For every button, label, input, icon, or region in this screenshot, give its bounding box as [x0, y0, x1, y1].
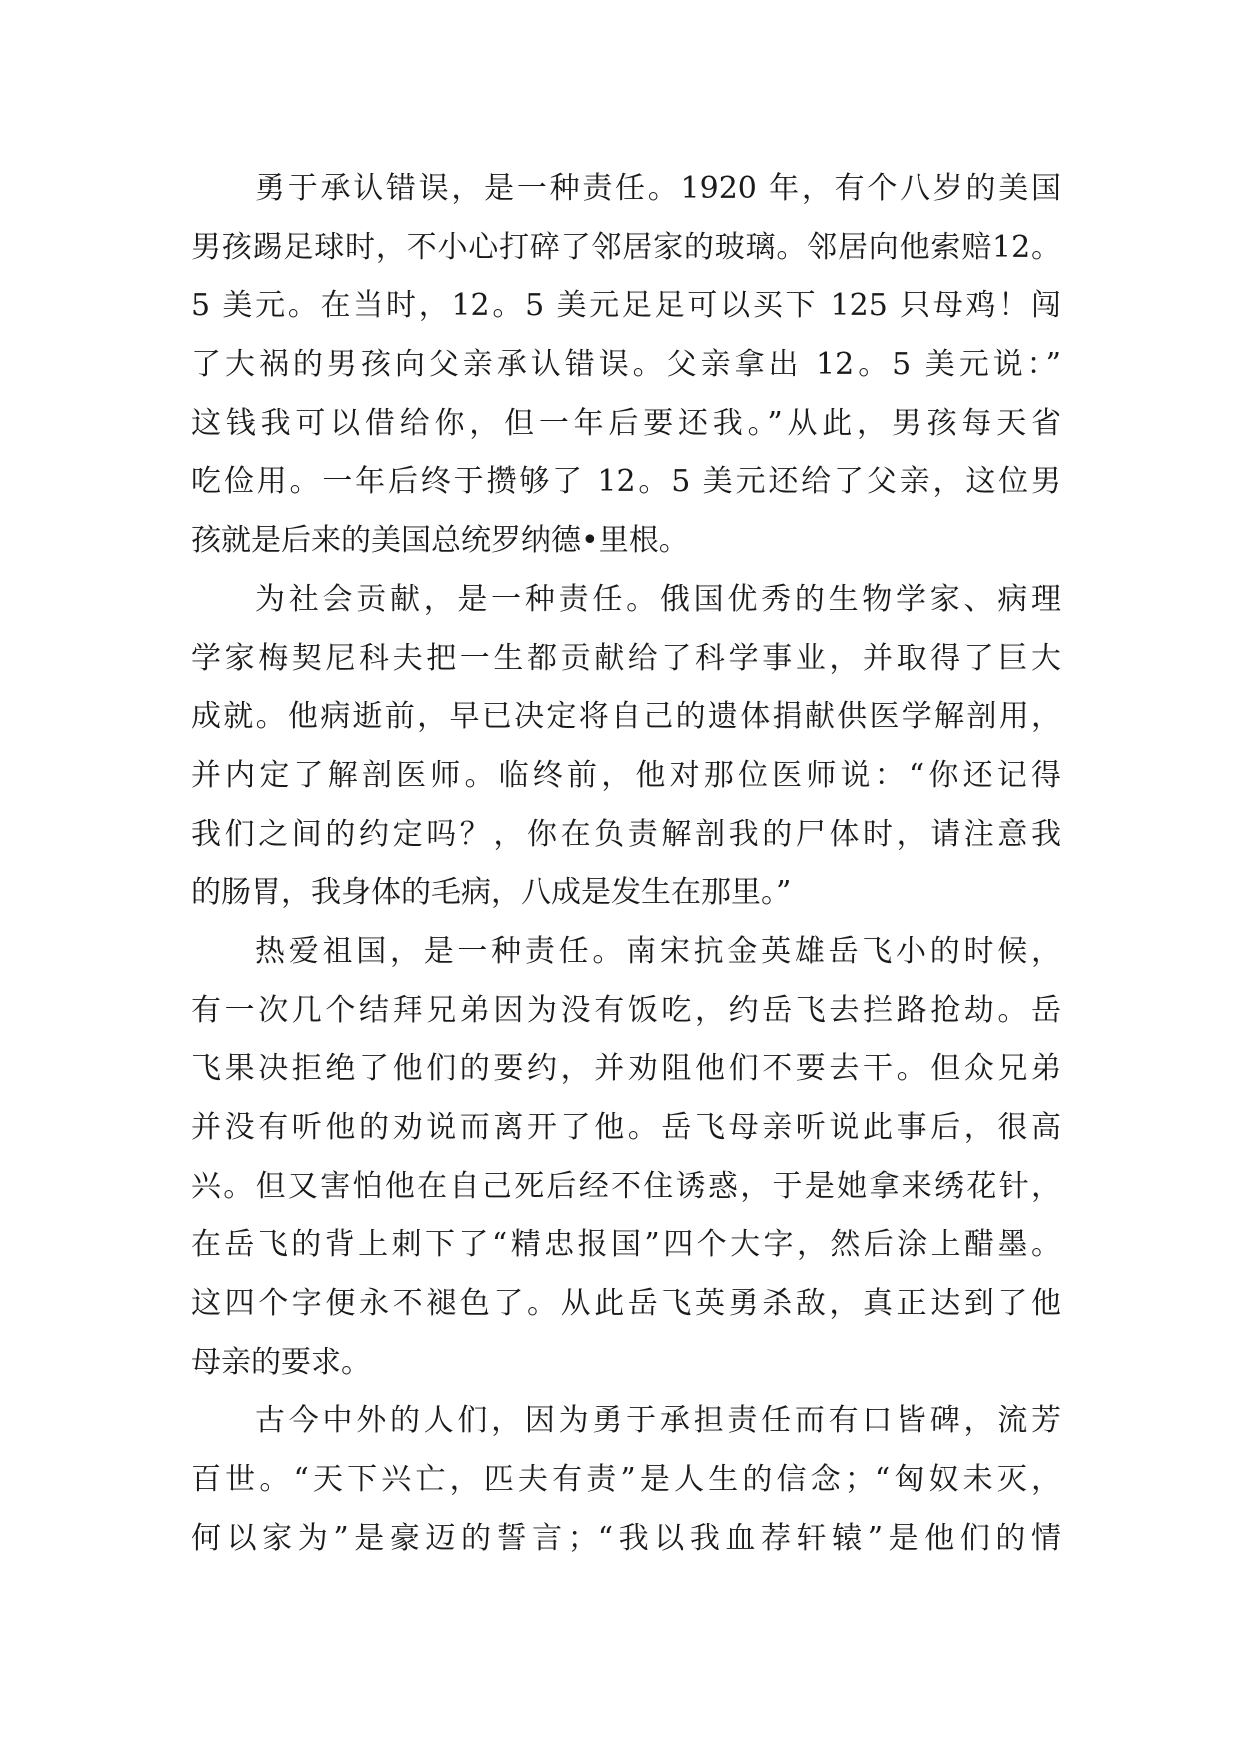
text-line: 并没有听他的劝说而离开了他。岳飞母亲听说此事后，很高: [191, 1110, 1061, 1145]
text-line: 这钱我可以借给你，但一年后要还我。”从此，男孩每天省: [191, 405, 1061, 441]
paragraph: [191, 160, 1061, 571]
text-line: 为社会贡献，是一种责任。俄国优秀的生物学家、病理: [255, 581, 1061, 617]
text-line: 学家梅契尼科夫把一生都贡献给了科学事业，并取得了巨大: [191, 640, 1061, 676]
text-line: 古今中外的人们，因为勇于承担责任而有口皆碑，流芳: [255, 1403, 1061, 1439]
text-line: 孩就是后来的美国总统罗纳德•里根。: [191, 523, 689, 559]
text-line: 男孩踢足球时，不小心打碎了邻居家的玻璃。邻居向他索赔12。: [191, 229, 1061, 265]
text-line: 有一次几个结拜兄弟因为没有饭吃，约岳飞去拦路抢劫。岳: [191, 992, 1061, 1028]
document-body: [191, 160, 1061, 1569]
paragraph: [191, 1392, 1061, 1568]
text-line: 飞果决拒绝了他们的要约，并劝阻他们不要去干。但众兄弟: [191, 1051, 1061, 1087]
text-line: 成就。他病逝前，早已决定将自己的遗体捐献供医学解剖用，: [191, 699, 1061, 735]
text-line: 母亲的要求。: [191, 1344, 371, 1380]
text-line: 了大祸的男孩向父亲承认错误。父亲拿出 12。5 美元说：”: [191, 347, 1061, 383]
text-line: 勇于承认错误，是一种责任。1920 年，有个八岁的美国: [255, 171, 1061, 206]
text-line: 的肠胃，我身体的毛病，八成是发生在那里。”: [191, 875, 792, 911]
text-line: 兴。但又害怕他在自己死后经不住诱惑，于是她拿来绣花针，: [191, 1168, 1061, 1204]
text-line: 在岳飞的背上刺下了“精忠报国”四个大字，然后涂上醋墨。: [191, 1227, 1061, 1263]
paragraph: [191, 923, 1061, 1393]
text-line: 何以家为”是豪迈的誓言；“我以我血荐轩辕”是他们的情: [191, 1520, 1061, 1556]
text-line: 这四个字便永不褪色了。从此岳飞英勇杀敌，真正达到了他: [191, 1286, 1061, 1322]
text-line: 吃俭用。一年后终于攒够了 12。5 美元还给了父亲，这位男: [191, 464, 1061, 500]
text-line: 5 美元。在当时，12。5 美元足足可以买下 125 只母鸡！闯: [191, 288, 1061, 324]
text-line: 我们之间的约定吗？，你在负责解剖我的尸体时，请注意我: [191, 816, 1061, 852]
text-line: 百世。“天下兴亡，匹夫有责”是人生的信念；“匈奴未灭，: [191, 1462, 1061, 1498]
text-line: 热爱祖国，是一种责任。南宋抗金英雄岳飞小的时候，: [255, 933, 1061, 969]
text-line: 并内定了解剖医师。临终前，他对那位医师说：“你还记得: [191, 757, 1061, 793]
paragraph: [191, 571, 1061, 923]
